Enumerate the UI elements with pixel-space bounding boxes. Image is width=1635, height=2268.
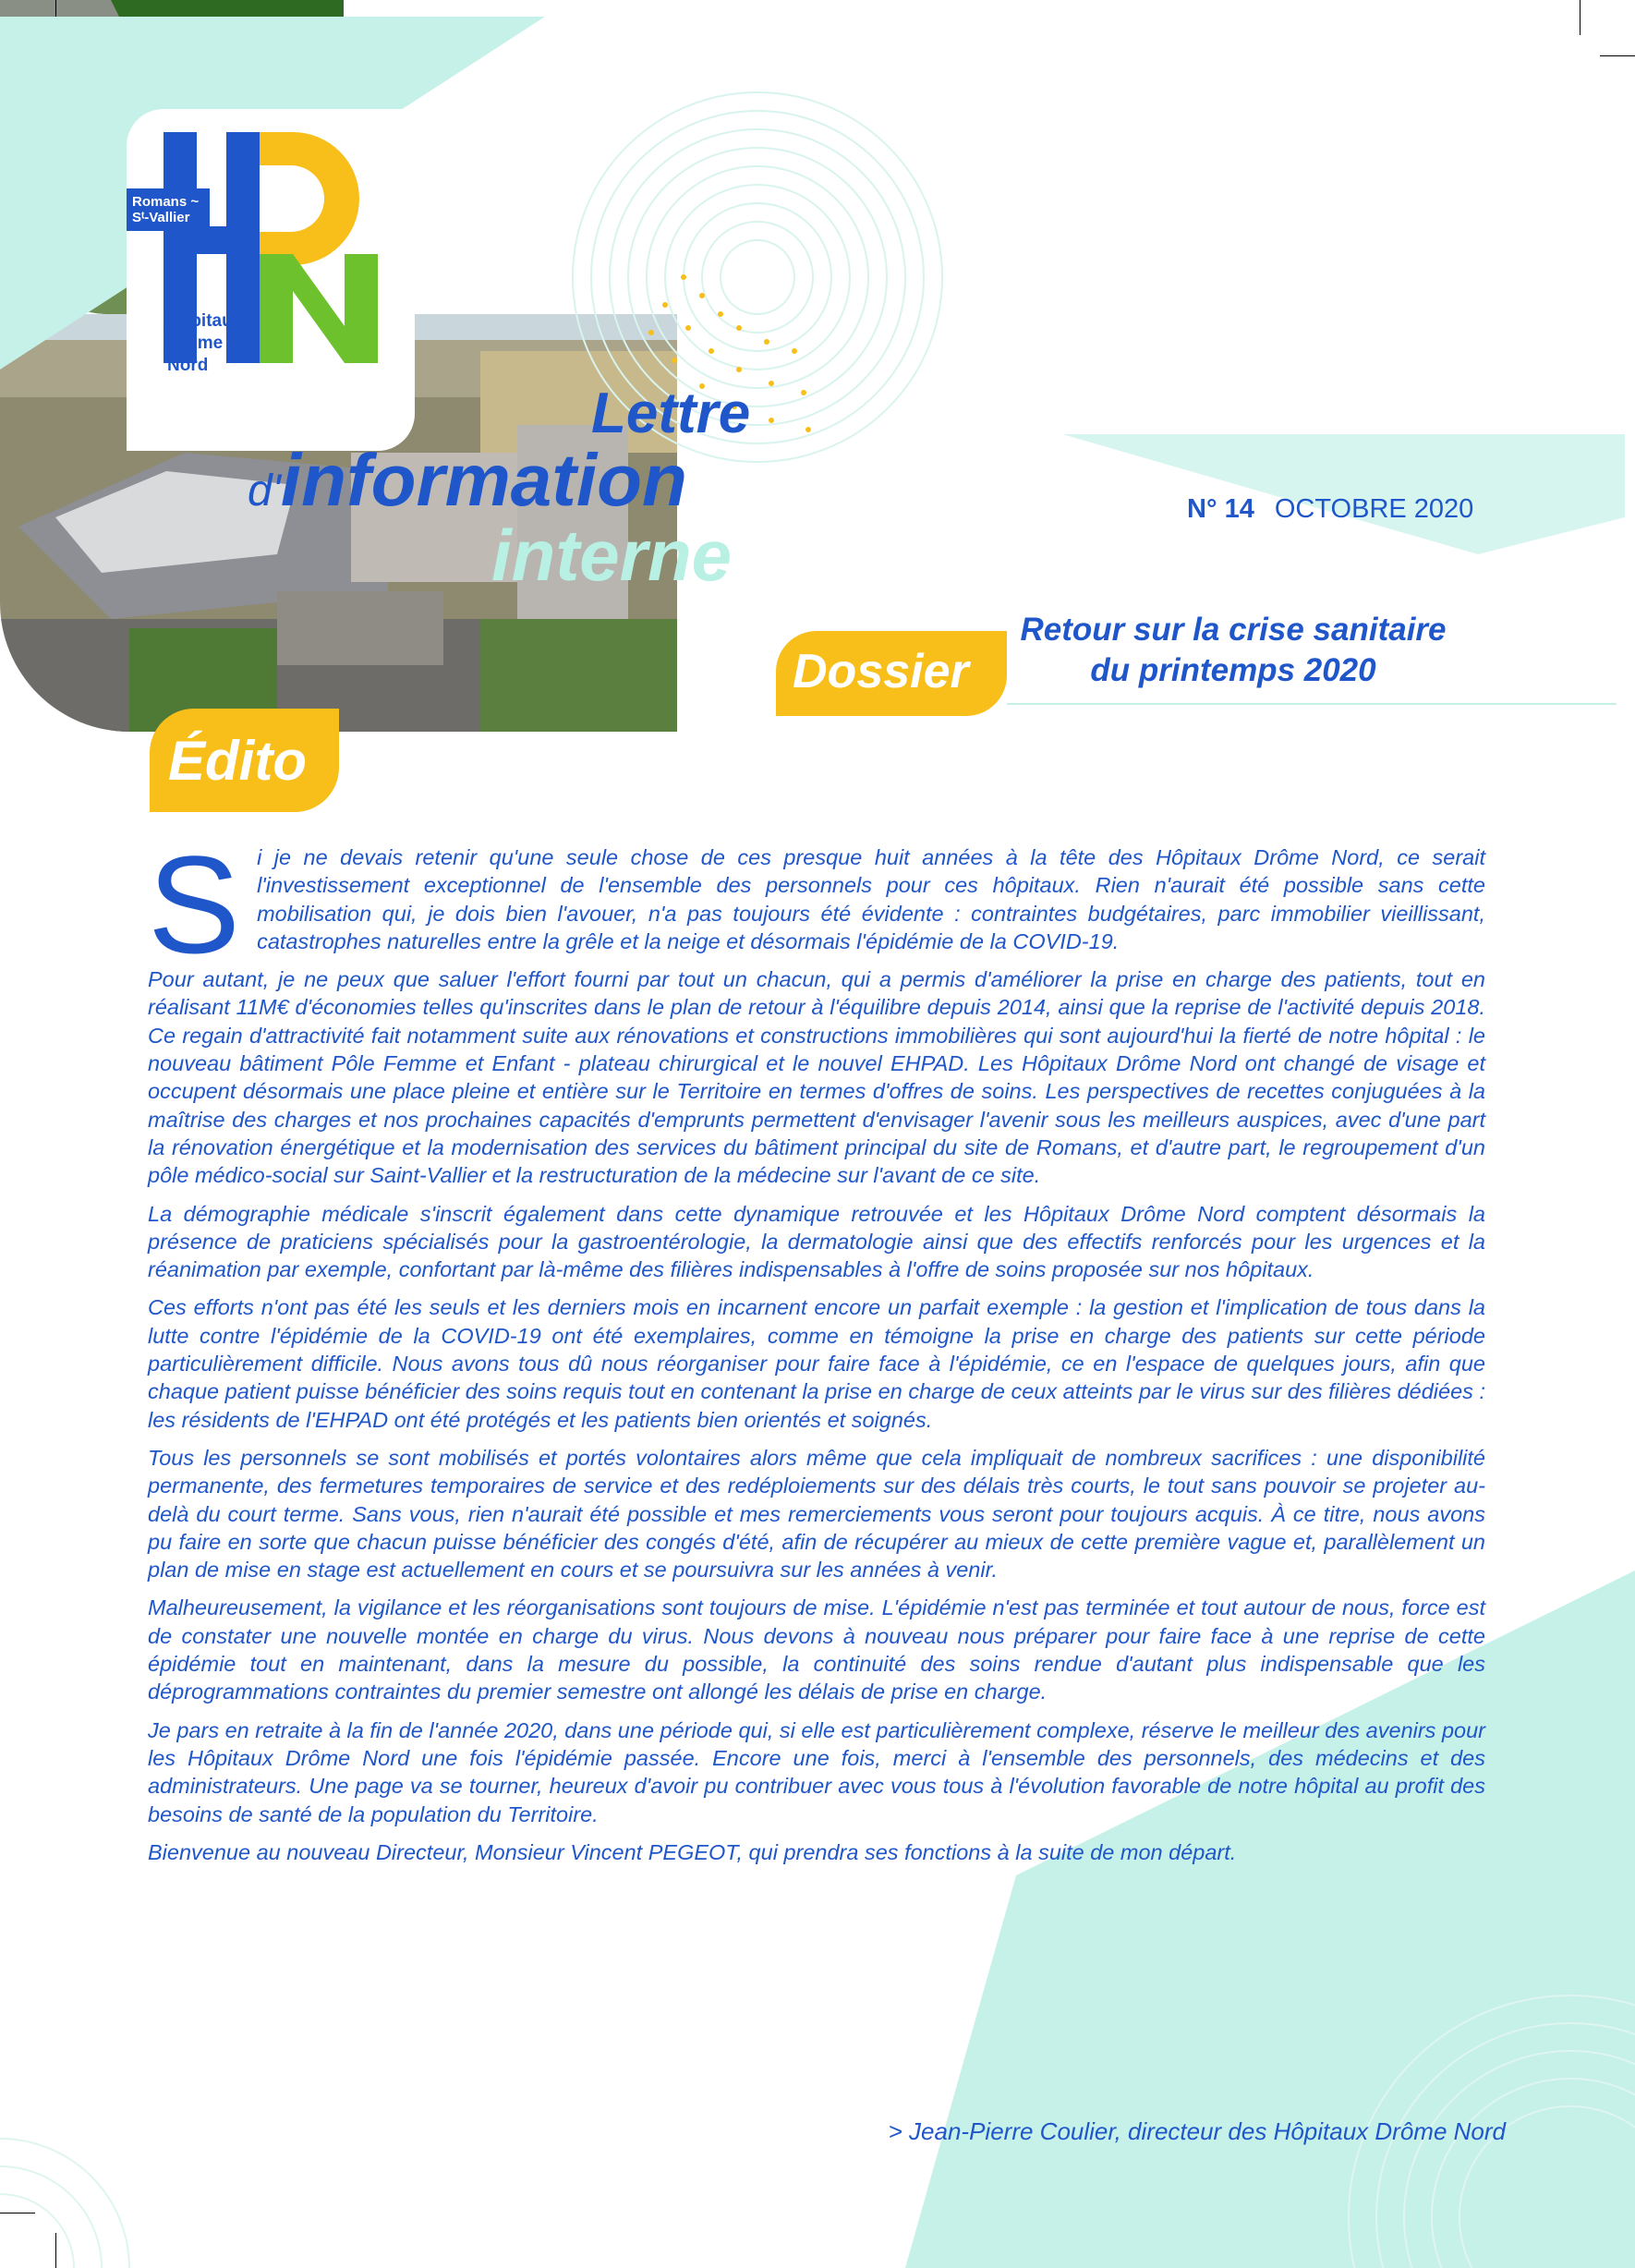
- issue-info: [1187, 494, 1473, 525]
- newsletter-title-lettre: Lettre: [591, 382, 751, 445]
- dossier-title[interactable]: [1007, 610, 1459, 691]
- edito-paragraph: Si je ne devais retenir qu'une seule chose de ces presque huit années à la tête des Hôpitaux Drôme Nord, ce serait l'investissement exceptionnel de l'ensemble des personnels pour ces hôpitaux. Rien n'aurait été possible sans cette mobilisation qui, je dois bien l'avouer, n'a pas toujours été évidente : contraintes budgétaires, parc immobilier vieillissant, catastrophes naturelles entre la grêle et la neige et désormais l'épidémie de la COVID-19.: [148, 827, 1485, 982]
- edito-paragraph: Bienvenue au nouveau Directeur, Monsieur Vincent PEGEOT, qui prendra ses fonctions à la suite de mon départ.: [148, 1839, 1237, 1864]
- drop-cap: S: [148, 827, 241, 982]
- dossier-badge: [776, 631, 1007, 716]
- title-apostrophe: d': [248, 467, 281, 515]
- edito-paragraph: La démographie médicale s'inscrit également dans cette dynamique retrouvée et les Hôpitaux Drôme Nord comptent désormais la présence de praticiens spécialisés pour la gastroentérologie, la dermatologie ainsi que des effectifs renforcés pour les urgences et la réanimation par exemple, confortant par là-même des filières indispensables à l'offre de soins proposée sur nos hôpitaux.: [148, 1201, 1485, 1282]
- dossier-divider: [1007, 703, 1617, 705]
- edito-paragraph: Pour autant, je ne peux que saluer l'effort fourni par tout un chacun, qui a permis d'améliorer la prise en charge des patients, tout en réalisant 11M€ d'économies telles qu'inscrites dans le plan de retour à l'équilibre depuis 2014, ainsi que la reprise de l'activité depuis 2018. Ce regain d'attractivité fait notamment suite aux rénovations et constructions immobilières qui sont aujourd'hui la fierté de notre hôpital : le nouveau bâtiment Pôle Femme et Enfant - plateau chirurgical et le nouvel EHPAD. Les Hôpitaux Drôme Nord ont changé de visage et occupent désormais une place pleine et entière sur le Territoire en termes d'offres de soins. Les perspectives de recettes conjuguées à la maîtrise des charges et nos prochaines capacités d'emprunts permettent d'envisager l'avenir sous les meilleurs auspices, avec d'une part la rénovation énergétique et la modernisation des services du bâtiment principal du site de Romans, et d'autre part, le regroupement d'un pôle médico-social sur Saint-Vallier et la restructuration de la médecine sur l'avant de ce site.: [148, 967, 1485, 1188]
- dossier-title-line1: Retour sur la crise sanitaire: [1020, 612, 1447, 648]
- edito-signature: > Jean-Pierre Coulier, directeur des Hôpitaux Drôme Nord: [888, 2117, 1506, 2145]
- edito-body: [148, 827, 1485, 1876]
- logo-drome: Drôme: [167, 334, 224, 353]
- edito-badge: [150, 709, 339, 812]
- issue-number: N° 14: [1187, 494, 1254, 524]
- newsletter-title-interne: interne: [491, 515, 733, 596]
- edito-paragraph: Je pars en retraite à la fin de l'année 2020, dans une période qui, si elle est particulièrement complexe, réserve le meilleur des avenirs pour les Hôpitaux Drôme Nord une fois l'épidémie passée. Encore une fois, merci à l'ensemble des personnels, des médecins et des administrateurs. Une page va se tourner, heureux d'avoir pu contribuer avec vous tous à l'évolution favorable de notre hôpital au profit des besoins de santé de la population du Territoire.: [148, 1717, 1485, 1826]
- edito-paragraph: Tous les personnels se sont mobilisés et portés volontaires alors même que cela impliquait de nombreux sacrifices : une disponibilité permanente, des fermetures temporaires de service et des redéploiements sur des délais très courts, le tout sans pouvoir se projeter au-delà du court terme. Sans vous, rien n'aurait été possible et mes remerciements vous seront pour toujours acquis. À ce titre, nous avons pu faire en sorte que chacun puisse bénéficier des congés d'été, afin de récupérer au mieux de cette première vague et, parallèlement un plan de mise en stage est actuellement en cours et se poursuivra sur les années à venir.: [148, 1445, 1485, 1583]
- title-information-word: information: [280, 439, 687, 521]
- dossier-title-line2: du printemps 2020: [1090, 652, 1376, 688]
- logo-name: [167, 310, 242, 377]
- dossier-label: Dossier: [793, 645, 969, 698]
- edito-paragraph: Ces efforts n'ont pas été les seuls et les derniers mois en incarnent encore un parfait exemple : la gestion et l'implication de tous dans la lutte contre l'épidémie de la COVID-19 ont été exemplaires, comme en témoigne la prise en charge des patients sur cette période particulièrement difficile. Nous avons tous dû nous réorganiser pour faire face à l'épidémie, ce en l'espace de quelques jours, afin que chaque patient puisse bénéficier des soins requis tout en contenant la prise en charge de ceux atteints par le virus sur des filières dédiées : les résidents de l'EHPAD ont été protégés et les patients bien orientés et soignés.: [148, 1295, 1485, 1432]
- newsletter-title-information: [248, 438, 687, 523]
- logo-romans-label: Romans ~ Sᵗ-Vallier: [127, 188, 210, 231]
- hdn-logo: [127, 109, 415, 451]
- logo-nord: Nord: [167, 356, 209, 375]
- edito-label: Édito: [168, 730, 307, 792]
- issue-date: OCTOBRE 2020: [1274, 494, 1474, 524]
- logo-hopitaux: Hôpitaux: [167, 311, 243, 331]
- edito-paragraph: Malheureusement, la vigilance et les réorganisations sont toujours de mise. L'épidémie n'est pas terminée et tout autour de nous, force est de constater une nouvelle montée en charge du virus. Nous devons à nouveau nous préparer pour faire face à une reprise de cette épidémie tout en maintenant, dans la mesure du possible, la continuité des soins rendue d'autant plus indispensable que les déprogrammations contraintes du premier semestre ont allongé les délais de prise en charge.: [148, 1595, 1485, 1704]
